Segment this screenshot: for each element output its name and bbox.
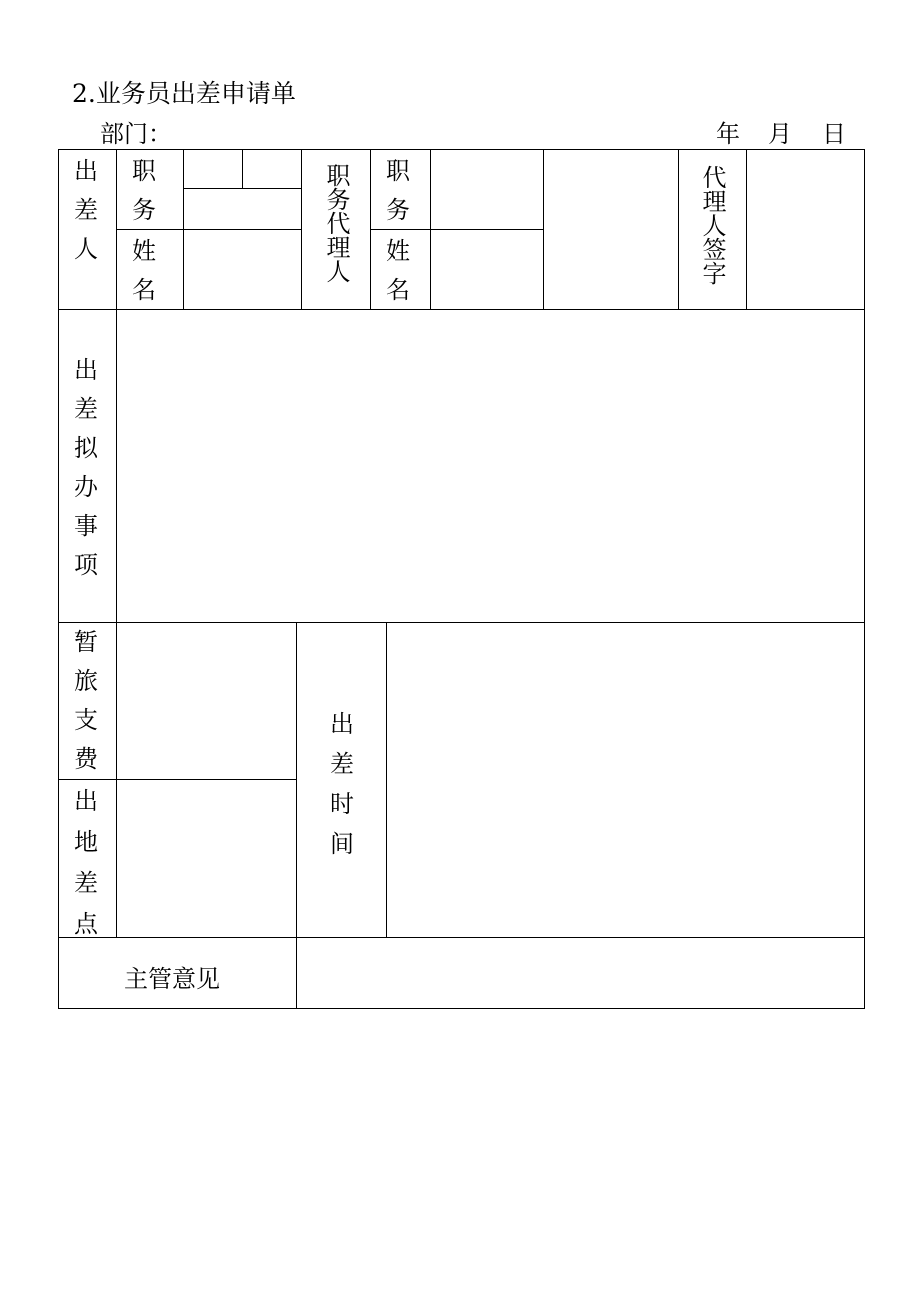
advance-expense-label: 暂旅支费: [74, 628, 98, 773]
traveler-position-field-c[interactable]: [184, 189, 301, 229]
deputy-signature-field[interactable]: [747, 150, 864, 309]
traveler-position-field-a[interactable]: [184, 150, 242, 188]
row1-vline: [678, 149, 679, 310]
deputy-extra-field[interactable]: [544, 150, 678, 309]
deputy-position-label: 职务: [386, 157, 410, 224]
deputy-label: 职务代理人: [322, 163, 350, 283]
deputy-name-field[interactable]: [431, 230, 543, 309]
page-title: 2.业务员出差申请单: [72, 79, 296, 108]
deputy-position-field[interactable]: [431, 150, 543, 229]
location-field[interactable]: [117, 780, 296, 937]
advance-expense-field[interactable]: [117, 623, 296, 779]
date-year-label: 年: [716, 120, 740, 148]
planned-matters-field[interactable]: [117, 310, 864, 622]
table-border-left: [58, 149, 59, 1009]
deputy-name-label: 姓名: [386, 237, 410, 304]
table-border-right: [864, 149, 865, 1009]
department-label: 部门：: [100, 120, 172, 148]
supervisor-opinion-field[interactable]: [297, 938, 864, 1008]
traveler-position-field-b[interactable]: [243, 150, 301, 188]
travel-time-label: 出差时间: [330, 710, 354, 858]
deputy-signature-label: 代理人签字: [698, 165, 726, 285]
supervisor-opinion-label: 主管意见: [124, 965, 220, 993]
position-label: 职务: [132, 157, 156, 224]
date-day-label: 日: [822, 120, 846, 148]
traveler-name-field[interactable]: [184, 230, 301, 309]
location-label: 出地差点: [74, 787, 98, 938]
traveler-label: 出差人: [74, 157, 98, 263]
table-border-bottom: [58, 1008, 865, 1009]
date-month-label: 月: [768, 120, 792, 148]
planned-matters-label: 出差拟办事项: [74, 356, 98, 579]
name-label: 姓名: [132, 237, 156, 304]
travel-time-field[interactable]: [387, 623, 864, 937]
